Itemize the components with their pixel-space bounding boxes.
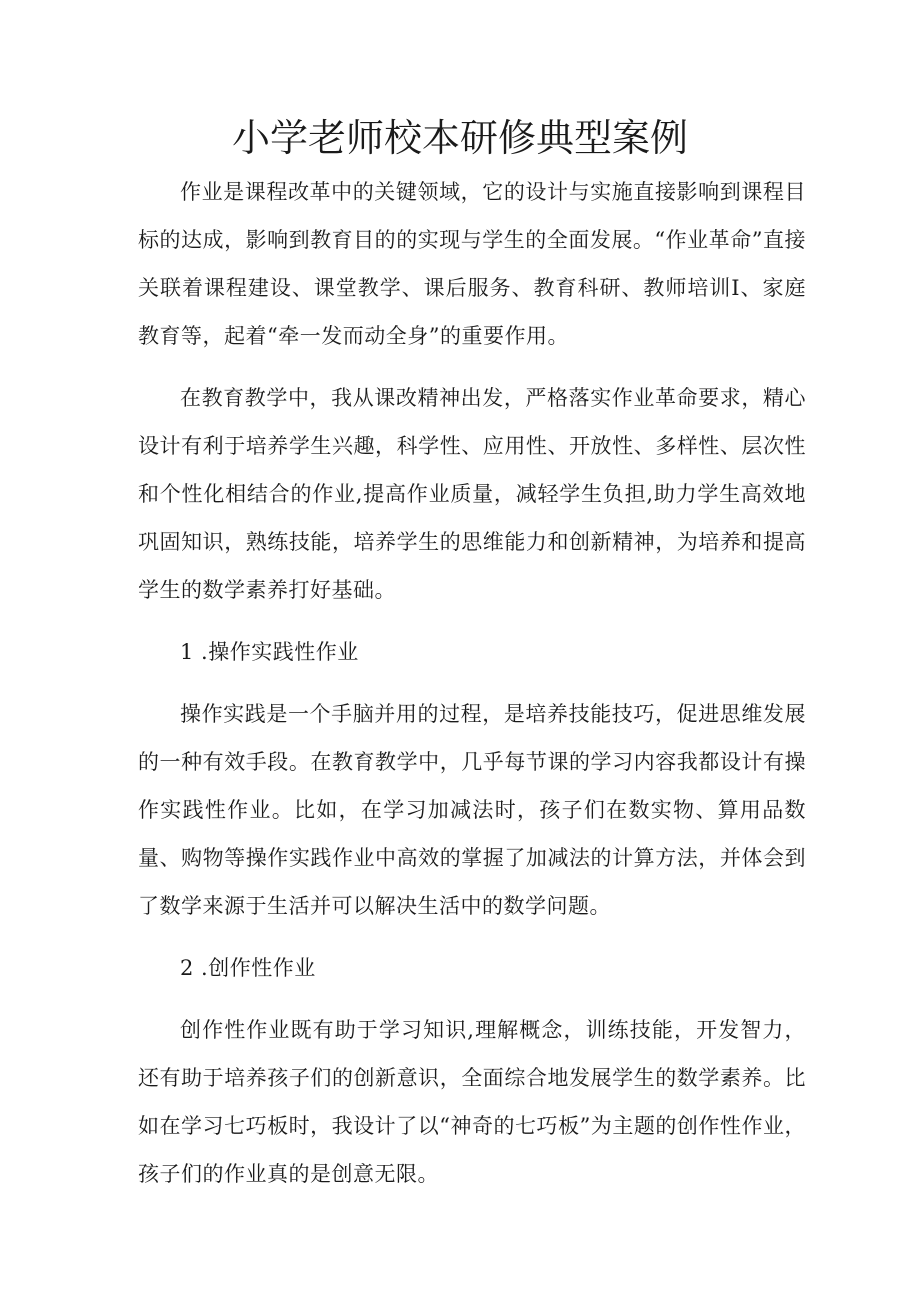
document-title: 小学老师校本研修典型案例 [231,116,688,160]
section-heading-creative: 2 .创作性作业 [180,956,316,980]
section-heading-practice: 1 .操作实践性作业 [180,640,359,664]
document-body [138,168,806,1212]
intro-paragraph: 作业是课程改革中的关键领域，它的设计与实施直接影响到课程目标的达成，影响到教育目的的实现与学生的全面发展。“作业革命”直接关联着课程建设、课堂教学、课后服务、教育科研、教师培训I、家庭教育等，起着“牵一发而动全身”的重要作用。 [138,180,806,348]
approach-paragraph: 在教育教学中，我从课改精神出发，严格落实作业革命要求，精心设计有利于培养学生兴趣，科学性、应用性、开放性、多样性、层次性和个性化相结合的作业,提高作业质量，减轻学生负担,助力学生高效地巩固知识，熟练技能，培养学生的思维能力和创新精神，为培养和提高学生的数学素养打好基础。 [138,386,806,602]
section-text-practice: 操作实践是一个手脑并用的过程，是培养技能技巧，促进思维发展的一种有效手段。在教育教学中，几乎每节课的学习内容我都设计有操作实践性作业。比如，在学习加减法时，孩子们在数实物、算用品数量、购物等操作实践作业中高效的掌握了加减法的计算方法，并体会到了数学来源于生活并可以解决生活中的数学问题。 [138,702,806,918]
section-text-creative: 创作性作业既有助于学习知识,理解概念，训练技能，开发智力，还有助于培养孩子们的创新意识，全面综合地发展学生的数学素养。比如在学习七巧板时，我设计了以“神奇的七巧板”为主题的创作性作业，孩子们的作业真的是创意无限。 [138,1018,806,1186]
